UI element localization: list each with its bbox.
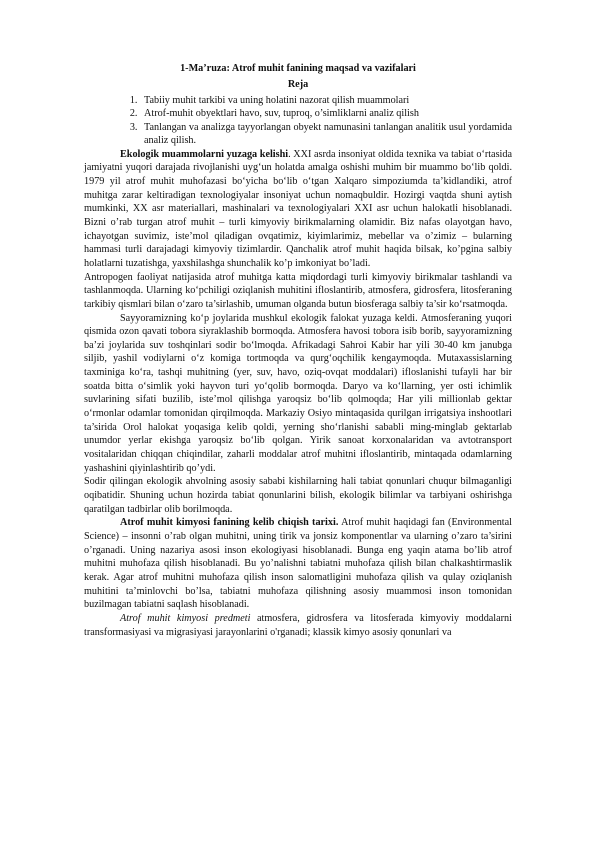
paragraph-ecological-problems (84, 148, 512, 271)
plan-heading: Reja (287, 79, 309, 90)
paragraph-lead: Ekologik muammolarni yuzaga kelishi (120, 148, 289, 160)
paragraph-subject (84, 612, 512, 639)
paragraph-text: Antropogen faoliyat natijasida atrof muhitga katta miqdordagi turli kimyoviy birikmalar tashlandi va tashlanmoqda. Ularning ko‘pchiligi oziqlanish muhitini ifloslantirib, atmosfera, gidrosfera, litosferaning tarkibiy qismlari bilan o‘zaro ta’sirlashib, umuman olganda butun biosferaga salbiy ta’sir ko‘rsatmoqda. (84, 271, 512, 310)
plan-item: 3. Tanlangan va analizga tayyorlangan obyekt namunasini tanlangan analitik usul yordamida analiz qilish. (140, 121, 512, 148)
plan-item: 2. Atrof-muhit obyektlari havo, suv, tuproq, o’simliklarni analiz qilish (140, 107, 512, 120)
paragraph-anthropogenic (84, 271, 512, 312)
plan-item: 1. Tabiiy muhit tarkibi va uning holatini nazorat qilish muammolari (140, 94, 512, 107)
paragraph-text: . XXI asrda insoniyat oldida texnika va tabiat o‘rtasida jamiyatni yuqori darajada rivojlanishi uyg‘un holatda amalga oshishi muhim bir muammo bo‘lib qoldi. 1979 yil atrof muhit muhofazasi bo‘yicha bo‘lib o‘tgan Xalqaro simpoziumda ta’kidlandiki, atrof muhitga zarar keltiradigan texnologiyalar insoniyat uchun nomaqbuldir. Hozirgi vaqtda shuni aytish mumkinki, XX asr materiallari, mashinalari va texnologiyalari XXI asr uchun halokatli hisoblanadi. Bizni o’rab turgan atrof muhit – turli kimyoviy birikmalarning olamidir. Biz nafas olayotgan havo, ichayotgan suvimiz, iste’mol qiladigan ovqatimiz, kiyimlarimiz, mebellar va o’zimiz – bularning hammasi turli darajadagi kimyoviy tizimlardir. Qanchalik atrof muhit haqida bilsak, ko’pgina salbiy holatlarni tuzatishga, yaxshilashga shunchalik ko’p imkoniyat bo’ladi. (84, 148, 512, 269)
paragraph-italic-lead: Atrof muhit kimyosi predmeti (120, 612, 251, 624)
paragraph-text: Sodir qilingan ekologik ahvolning asosiy sababi kishilarning hali tabiat qonunlari chuqur bilmaganligi oqibatidir. Shuning uchun hozirda tabiat qonunlarini bilish, ekologik bilimlar va tarbiyani oshirishga qaratilgan tadbirlar olib borilmoqda. (84, 476, 512, 515)
paragraph-text: Sayyoramizning ko‘p joylarida mushkul ekologik falokat yuzaga keldi. Atmosferaning yuqori qismida ozon qavati tobora siyraklashib bormoqda. Atmosfera havosi tobora isib borib, sayyoramizning ba’zi joylarida suv toshqinlari sodir bo‘lmoqda. Afrikadagi Sahroi Kabir har yili 30-40 km janubga siljib, yashil vodiylarni o‘z komiga tortmoqda va qurg‘oqchilik kengaymoqda. Mutaxassislarning taxminiga ko‘ra, tashqi muhitning (yer, suv, havo, oziq-ovqat moddalari) ifloslanishi tufayli har bir soatda bitta o‘simlik yoki hayvon turi yo‘qolib bormoqda. Daryo va ko‘llarning, yer osti ichimlik suvlarining sifati buzilib, iste’mol qilishga yaroqsiz bo‘lib qolmoqda; Har yili millionlab gektar o‘rmonlar odamlar tomonidan qirqilmoqda. Markaziy Osiyo mintaqasida qurilgan irrigatsiya inshootlari ta’sirida Orol halokat yoqasiga kelib qoldi, yerning sho‘rlanishi sababli ming-minglab gektarlab unumdor yerlar ekishga yaroqsiz bo‘lib qolgan. Yirik sanoat korxonalaridan va avtotransport vositalaridan chiqqan chiqindilar, zaharli moddalar atrof muhitni ifloslantirib, mintaqada odamlarning yashashini qiyinlashtirib qo’ydi. (84, 312, 512, 474)
plan-list (84, 94, 512, 148)
paragraph-lead: Atrof muhit kimyosi fanining kelib chiqish tarixi. (120, 517, 339, 529)
paragraph-text: atmosfera, gidrosfera va litosferada kimyoviy moddalarni transformasiyasi va migrasiyasi jarayonlarini o'rganadi; klassik kimyo asosiy qonunlari va (84, 612, 512, 638)
lecture-title: 1-Ma’ruza: Atrof muhit fanining maqsad va vazifalari (180, 63, 416, 74)
paragraph-text: Atrof muhit haqidagi fan (Environmental Science) – insonni o’rab olgan muhitni, uning tirik va jonsiz komponentlar va ularning o’zaro ta’sirini o’rganadi. Uning nazariya asosi inson ekologiyasi hisoblanadi. Bunga eng yaqin atama bo’lib atrof muhitni muhofaza qilish hisoblanadi. Bu yo’nalishni tabiatni muhofaza qilish bilan chalkashtirmaslik kerak. Agar atrof muhitni muhofaza qilish inson salomatligini muhofaza qilish va qulay oziqlanish muhitini ta’minlovchi bo’lsa, tabiatni muhofaza qilishning asosiy muammosi inson tomonidan buzilmagan tabiatni saqlash hisoblanadi. (84, 517, 512, 611)
paragraph-planet-crisis (84, 312, 512, 476)
paragraph-history (84, 516, 512, 612)
paragraph-causes (84, 475, 512, 516)
lecture-body (84, 63, 512, 639)
